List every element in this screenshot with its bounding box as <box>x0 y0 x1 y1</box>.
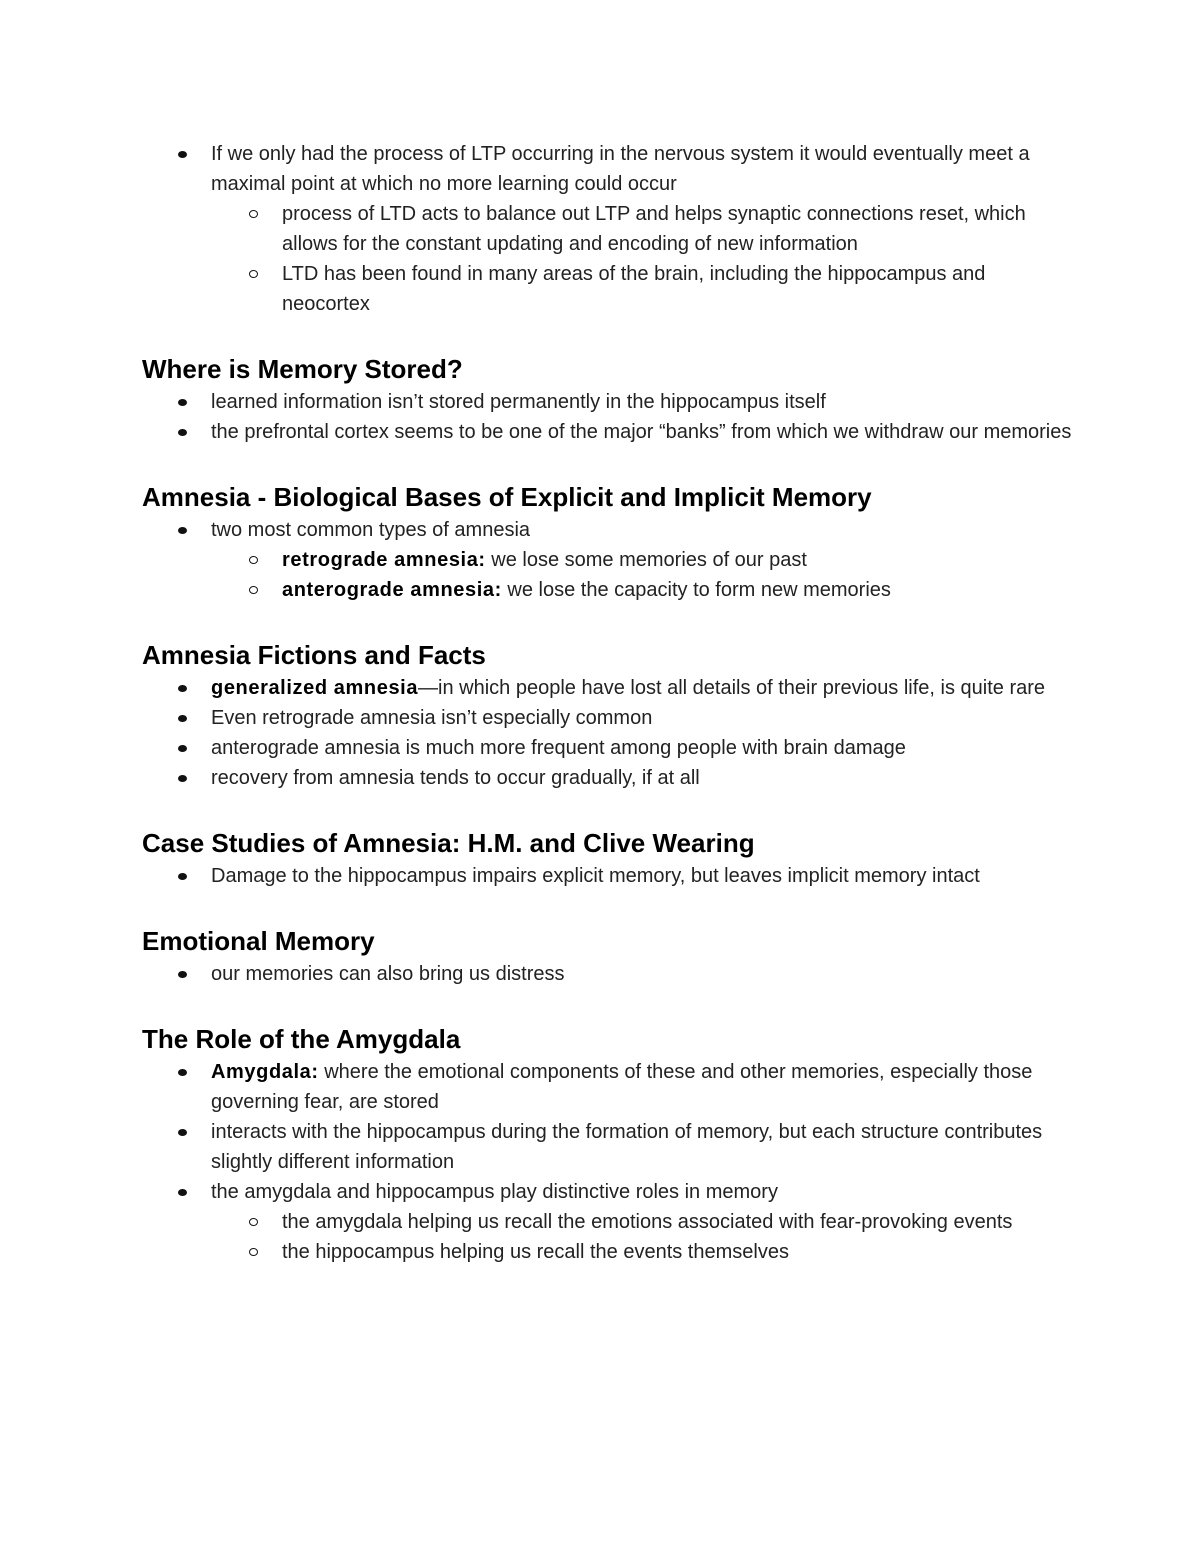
section-memory-stored <box>142 352 1072 447</box>
list-item-text: Even retrograde amnesia isn’t especially common <box>211 707 653 729</box>
term-amygdala: Amygdala: <box>211 1061 319 1083</box>
sub-list-item-text: we lose some memories of our past <box>485 549 807 571</box>
list-item <box>142 733 1072 763</box>
sub-bullet-list <box>142 199 1072 319</box>
bullet-circle-icon <box>249 1218 258 1226</box>
sub-bullet-list <box>142 545 1072 605</box>
list-item-text: —in which people have lost all details of their previous life, is quite rare <box>418 677 1046 699</box>
section-heading: Amnesia - Biological Bases of Explicit and Implicit Memory <box>142 482 872 512</box>
bullet-list <box>142 387 1072 447</box>
list-item-text: interacts with the hippocampus during the formation of memory, but each structure contributes slightly different information <box>211 1121 1043 1173</box>
list-item <box>142 139 1072 319</box>
list-item <box>142 515 1072 605</box>
bullet-circle-icon <box>249 1248 258 1256</box>
list-item-text: where the emotional components of these and other memories, especially those governing fear, are stored <box>211 1061 1033 1113</box>
list-item <box>142 703 1072 733</box>
section-emotional-memory <box>142 924 1072 989</box>
bullet-dot-icon <box>178 1129 187 1136</box>
section-fictions-facts <box>142 638 1072 793</box>
bullet-list <box>142 1057 1072 1267</box>
sub-list-item <box>142 1207 1072 1237</box>
section-heading: The Role of the Amygdala <box>142 1024 461 1054</box>
bullet-circle-icon <box>249 270 258 278</box>
sub-list-item-text: LTD has been found in many areas of the brain, including the hippocampus and neocortex <box>282 263 986 315</box>
bullet-circle-icon <box>249 586 258 594</box>
sub-list-item-text: the amygdala helping us recall the emotions associated with fear-provoking events <box>282 1211 1013 1233</box>
bullet-list <box>142 861 1072 891</box>
term-anterograde: anterograde amnesia: <box>282 579 502 601</box>
document-page <box>142 139 1072 1267</box>
section-heading: Emotional Memory <box>142 926 375 956</box>
bullet-list <box>142 139 1072 319</box>
bullet-dot-icon <box>178 151 187 158</box>
bullet-dot-icon <box>178 399 187 406</box>
section-intro <box>142 139 1072 319</box>
sub-list-item <box>142 545 1072 575</box>
list-item <box>142 1117 1072 1177</box>
bullet-dot-icon <box>178 527 187 534</box>
sub-list-item-text: the hippocampus helping us recall the events themselves <box>282 1241 789 1263</box>
list-item <box>142 959 1072 989</box>
list-item-text: recovery from amnesia tends to occur gradually, if at all <box>211 767 700 789</box>
bullet-circle-icon <box>249 556 258 564</box>
list-item <box>142 763 1072 793</box>
list-item <box>142 387 1072 417</box>
list-item-text: two most common types of amnesia <box>211 519 531 541</box>
list-item-text: the prefrontal cortex seems to be one of the major “banks” from which we withdraw our memories <box>211 421 1072 443</box>
bullet-list <box>142 959 1072 989</box>
list-item <box>142 861 1072 891</box>
list-item <box>142 673 1072 703</box>
list-item <box>142 417 1072 447</box>
list-item <box>142 1057 1072 1117</box>
term-generalized-amnesia: generalized amnesia <box>211 677 419 699</box>
sub-list-item <box>142 259 1072 319</box>
list-item-text: anterograde amnesia is much more frequent among people with brain damage <box>211 737 906 759</box>
bullet-dot-icon <box>178 685 187 692</box>
sub-list-item <box>142 1237 1072 1267</box>
bullet-dot-icon <box>178 429 187 436</box>
bullet-dot-icon <box>178 1189 187 1196</box>
bullet-dot-icon <box>178 715 187 722</box>
list-item-text: If we only had the process of LTP occurring in the nervous system it would eventually meet a maximal point at which no more learning could occur <box>211 143 1030 195</box>
list-item-text: learned information isn’t stored permanently in the hippocampus itself <box>211 391 826 413</box>
section-heading: Amnesia Fictions and Facts <box>142 640 486 670</box>
section-amnesia-bases <box>142 480 1072 605</box>
list-item-text: Damage to the hippocampus impairs explicit memory, but leaves implicit memory intact <box>211 865 980 887</box>
list-item <box>142 1177 1072 1267</box>
section-amygdala <box>142 1022 1072 1267</box>
sub-bullet-list <box>142 1207 1072 1267</box>
bullet-dot-icon <box>178 873 187 880</box>
section-case-studies <box>142 826 1072 891</box>
bullet-dot-icon <box>178 775 187 782</box>
sub-list-item-text: we lose the capacity to form new memories <box>501 579 891 601</box>
list-item-text: the amygdala and hippocampus play distinctive roles in memory <box>211 1181 778 1203</box>
bullet-dot-icon <box>178 971 187 978</box>
sub-list-item <box>142 199 1072 259</box>
section-heading: Where is Memory Stored? <box>142 354 463 384</box>
bullet-dot-icon <box>178 745 187 752</box>
sub-list-item-text: process of LTD acts to balance out LTP and helps synaptic connections reset, which allows for the constant updating and encoding of new information <box>282 203 1026 255</box>
bullet-dot-icon <box>178 1069 187 1076</box>
bullet-circle-icon <box>249 210 258 218</box>
sub-list-item <box>142 575 1072 605</box>
term-retrograde: retrograde amnesia: <box>282 549 486 571</box>
bullet-list <box>142 515 1072 605</box>
bullet-list <box>142 673 1072 793</box>
list-item-text: our memories can also bring us distress <box>211 963 565 985</box>
section-heading: Case Studies of Amnesia: H.M. and Clive Wearing <box>142 828 755 858</box>
